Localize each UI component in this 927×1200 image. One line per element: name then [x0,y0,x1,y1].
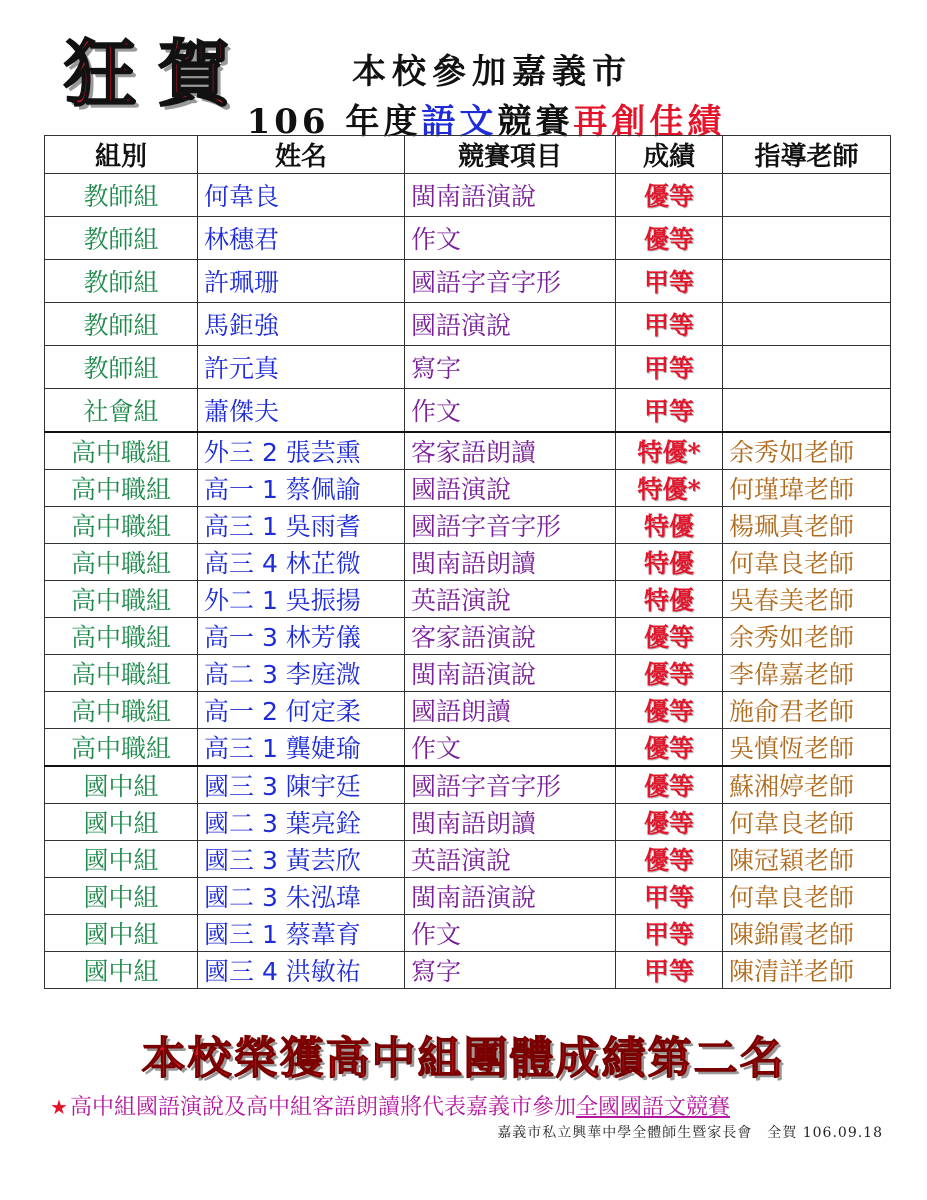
cell-event: 寫字 [405,346,616,389]
table-row [45,389,891,433]
table-row [45,915,891,952]
cell-event: 客家語演說 [405,618,616,655]
page-title-line-1: 本校參加嘉義市 [352,52,632,92]
cell-teacher: 蘇湘婷老師 [723,766,891,804]
cell-grade: 優等 [616,766,723,804]
cell-group: 教師組 [45,346,198,389]
table-row [45,303,891,346]
cell-name: 高三 1 龔婕瑜 [198,729,405,767]
cell-name: 林穗君 [198,217,405,260]
cell-teacher: 楊珮真老師 [723,507,891,544]
cell-group: 國中組 [45,766,198,804]
cell-teacher [723,174,891,217]
cell-name: 高一 3 林芳儀 [198,618,405,655]
cell-group: 教師組 [45,260,198,303]
cell-teacher: 何韋良老師 [723,878,891,915]
header-group: 組別 [45,136,198,174]
cell-event: 閩南語演說 [405,878,616,915]
cell-name: 高三 4 林芷微 [198,544,405,581]
cell-name: 高二 3 李庭溦 [198,655,405,692]
badge-char-2: 賀 [158,31,231,116]
footer-signature: 嘉義市私立興華中學全體師生暨家長會 全賀 106.09.18 [497,1125,883,1141]
cell-grade: 特優 [616,544,723,581]
cell-name: 外二 1 吳振揚 [198,581,405,618]
cell-teacher: 余秀如老師 [723,432,891,470]
cell-teacher [723,303,891,346]
cell-grade: 特優* [616,470,723,507]
cell-event: 閩南語演說 [405,655,616,692]
cell-event: 國語字音字形 [405,260,616,303]
cell-event: 作文 [405,217,616,260]
cell-group: 國中組 [45,952,198,989]
results-table [44,135,891,989]
table-row [45,544,891,581]
table-row [45,618,891,655]
cell-teacher [723,217,891,260]
cell-event: 寫字 [405,952,616,989]
cell-event: 作文 [405,915,616,952]
cell-group: 高中職組 [45,507,198,544]
cell-event: 國語演說 [405,303,616,346]
table-header-row [45,136,891,174]
header-teacher: 指導老師 [723,136,891,174]
cell-grade: 甲等 [616,346,723,389]
title-achievement: 再創佳績 [573,102,726,142]
cell-group: 高中職組 [45,544,198,581]
cell-group: 高中職組 [45,692,198,729]
cell-teacher [723,346,891,389]
table-row [45,260,891,303]
note-text: 高中組國語演說及高中組客語朗讀將代表嘉義市參加 [69,1095,576,1120]
cell-teacher: 吳慎恆老師 [723,729,891,767]
cell-name: 何韋良 [198,174,405,217]
cell-grade: 甲等 [616,303,723,346]
table-row [45,878,891,915]
table-row [45,174,891,217]
cell-event: 作文 [405,389,616,433]
cell-teacher: 何韋良老師 [723,544,891,581]
cell-teacher: 施俞君老師 [723,692,891,729]
cell-event: 國語朗讀 [405,692,616,729]
cell-grade: 特優 [616,507,723,544]
table-row [45,692,891,729]
cell-name: 許元真 [198,346,405,389]
cell-name: 蕭傑夫 [198,389,405,433]
cell-name: 外三 2 張芸熏 [198,432,405,470]
cell-teacher: 陳冠穎老師 [723,841,891,878]
cell-grade: 優等 [616,618,723,655]
cell-event: 英語演說 [405,581,616,618]
cell-grade: 優等 [616,692,723,729]
note-underlined: 全國國語文競賽 [575,1095,730,1120]
table-row [45,766,891,804]
cell-event: 作文 [405,729,616,767]
cell-grade: 甲等 [616,915,723,952]
cell-group: 國中組 [45,915,198,952]
cell-name: 高一 1 蔡佩諭 [198,470,405,507]
cell-grade: 優等 [616,174,723,217]
title-language: 語文 [421,102,498,142]
table-row [45,470,891,507]
cell-teacher: 吳春美老師 [723,581,891,618]
cell-name: 馬鉅強 [198,303,405,346]
cell-grade: 特優* [616,432,723,470]
cell-grade: 優等 [616,841,723,878]
cell-group: 國中組 [45,878,198,915]
cell-grade: 特優 [616,581,723,618]
cell-grade: 甲等 [616,878,723,915]
congrats-badge [42,30,252,118]
badge-char-1: 狂 [63,31,136,116]
cell-teacher: 何韋良老師 [723,804,891,841]
cell-group: 高中職組 [45,729,198,767]
cell-name: 高一 2 何定柔 [198,692,405,729]
cell-grade: 優等 [616,217,723,260]
cell-group: 高中職組 [45,618,198,655]
cell-group: 高中職組 [45,470,198,507]
header-grade: 成績 [616,136,723,174]
table-body [45,174,891,989]
cell-group: 高中職組 [45,655,198,692]
cell-name: 高三 1 吳雨耆 [198,507,405,544]
table-row [45,432,891,470]
table-row [45,804,891,841]
cell-grade: 甲等 [616,952,723,989]
cell-name: 國三 4 洪敏祐 [198,952,405,989]
cell-teacher: 陳錦霞老師 [723,915,891,952]
cell-group: 高中職組 [45,432,198,470]
title-year: 106 年度 [246,102,422,142]
cell-grade: 甲等 [616,389,723,433]
cell-event: 國語字音字形 [405,507,616,544]
cell-group: 國中組 [45,804,198,841]
cell-name: 國二 3 朱泓瑋 [198,878,405,915]
cell-group: 教師組 [45,217,198,260]
national-note [50,1090,880,1121]
cell-event: 閩南語朗讀 [405,544,616,581]
cell-grade: 甲等 [616,260,723,303]
cell-grade: 優等 [616,655,723,692]
header-name: 姓名 [198,136,405,174]
cell-group: 教師組 [45,303,198,346]
table-row [45,217,891,260]
cell-group: 社會組 [45,389,198,433]
table-row [45,655,891,692]
table-row [45,507,891,544]
cell-event: 客家語朗讀 [405,432,616,470]
header-event: 競賽項目 [405,136,616,174]
cell-teacher [723,260,891,303]
table-row [45,841,891,878]
cell-group: 教師組 [45,174,198,217]
cell-event: 國語字音字形 [405,766,616,804]
team-honor-banner: 本校榮獲高中組團體成績第二名 [141,1033,786,1084]
cell-teacher: 李偉嘉老師 [723,655,891,692]
cell-teacher [723,389,891,433]
cell-event: 英語演說 [405,841,616,878]
cell-name: 國二 3 葉亮銓 [198,804,405,841]
cell-teacher: 陳清詳老師 [723,952,891,989]
cell-group: 高中職組 [45,581,198,618]
table-row [45,729,891,767]
cell-name: 國三 3 陳宇廷 [198,766,405,804]
table-row [45,346,891,389]
cell-grade: 優等 [616,804,723,841]
star-icon: ★ [50,1095,68,1119]
table-row [45,952,891,989]
cell-event: 閩南語朗讀 [405,804,616,841]
cell-teacher: 余秀如老師 [723,618,891,655]
cell-event: 閩南語演說 [405,174,616,217]
cell-name: 許珮珊 [198,260,405,303]
cell-name: 國三 3 黃芸欣 [198,841,405,878]
cell-teacher: 何瑾瑋老師 [723,470,891,507]
cell-grade: 優等 [616,729,723,767]
cell-group: 國中組 [45,841,198,878]
cell-event: 國語演說 [405,470,616,507]
cell-name: 國三 1 蔡葦育 [198,915,405,952]
table-row [45,581,891,618]
title-competition: 競賽 [497,102,574,142]
